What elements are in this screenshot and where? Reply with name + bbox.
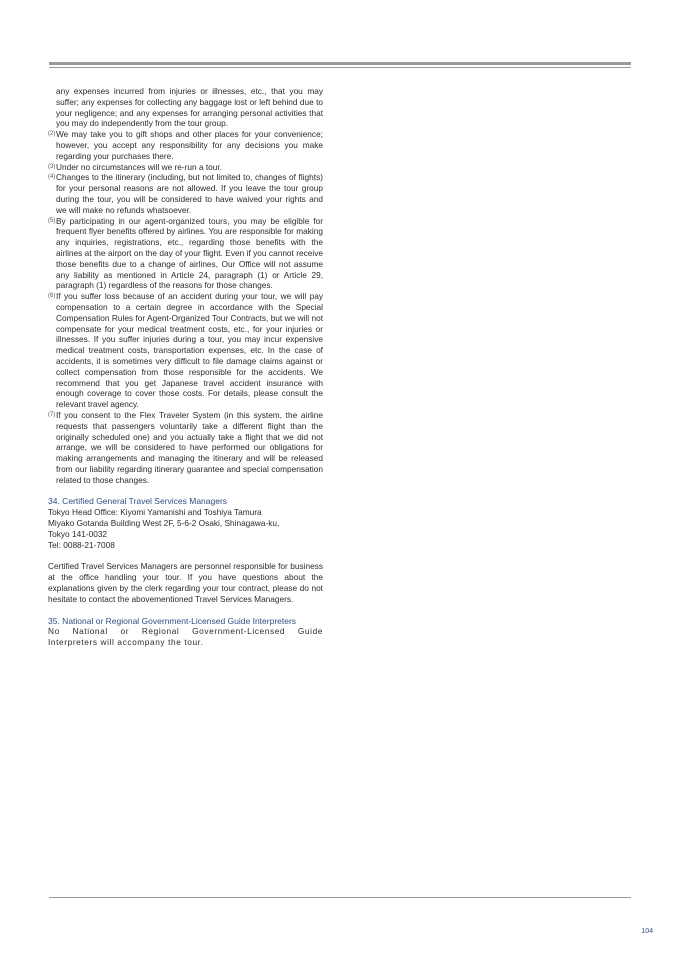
item-text: By participating in our agent-organized tours, you may be eligible for frequent flyer benefits offered by airlines. You are responsible for making any inquiries, registrations, etc., regarding those benefits with the airlines at the airport on the day of your flight. Even if you cannot receive those benefits due to a change of airlines, Our Office will not assume any liability as mentioned in Article 24, paragraph (1) or Article 29, paragraph (1) regardless of the reasons for those changes. [56,215,323,291]
item-number: (2) [48,131,56,138]
item-number: (5) [48,217,56,224]
main-text-column [48,86,323,648]
section-34-tel: Tel: 0088-21-7008 [48,539,115,550]
list-item-4 [48,172,323,215]
item-text: Under no circumstances will we re-run a tour. [56,161,223,172]
section-34-address-line1: Miyako Gotanda Building West 2F, 5-6-2 Osaki, Shinagawa-ku, [48,518,280,529]
footer-rule [49,897,631,898]
section-34-office: Tokyo Head Office: Kiyomi Yamanishi and Toshiya Tamura [48,507,262,518]
section-34-paragraph: Certified Travel Services Managers are personnel responsible for business at the office handling your tour. If you have questions about the explanations given by the clerk regarding your tour contract, please do not hesitate to contact the abovementioned Travel Services Managers. [48,561,323,604]
intro-continuation: any expenses incurred from injuries or illnesses, etc., that you may suffer; any expenses for collecting any baggage lost or left behind due to your negligence; and any expenses for arranging personal activities that you may do independently from the tour group. [56,86,323,129]
item-text: If you consent to the Flex Traveler System (in this system, the airline requests that passengers voluntarily take a different flight than the originally scheduled one) and you actually take a flight that we did not arrange, we will be considered to have performed our obligations for making arrangements and managing the itinerary and will be released from our liability regarding itinerary guarantee and special compensation related to those changes. [56,409,323,485]
list-item-3 [48,162,323,173]
list-item-2 [48,129,323,161]
section-34-heading: 34. Certified General Travel Services Managers [48,496,228,507]
section-35-paragraph: No National or Regional Government-Licensed Guide Interpreters will accompany the tour. [48,626,323,648]
item-number: (7) [48,411,56,418]
item-text: If you suffer loss because of an accident during your tour, we will pay compensation to a certain degree in accordance with the Special Compensation Rules for Agent-Organized Tour Contracts, but we will not compensate for your medical treatment costs, etc., for your injuries or illnesses. If you suffer injuries during a tour, you may incur expensive medical treatment costs, transportation expenses, etc. In the case of accidents, it is sometimes very difficult to file damage claims against or collect compensation from those responsible for the accidents. We recommend that you get Japanese travel accident insurance with enough coverage to cover those costs. For details, please consult the relevant travel agency. [56,291,323,410]
item-number: (3) [48,163,56,170]
item-text: We may take you to gift shops and other places for your convenience; however, you accept any responsibility for any decisions you make regarding your purchases there. [56,129,323,161]
list-item-5 [48,216,323,292]
page-number: 104 [641,928,653,935]
item-number: (4) [48,174,56,181]
header-rule-thick [49,62,631,65]
spacer [48,550,323,561]
item-text: Changes to the itinerary (including, but not limited to, changes of flights) for your personal reasons are not allowed. If you leave the tour group during the tour, you will be considered to have waived your rights and we will make no refunds whatsoever. [56,172,323,215]
list-item-7 [48,410,323,486]
section-34-address-line2: Tokyo 141-0032 [48,528,108,539]
list-item-6 [48,291,323,410]
header-rule-thin [49,67,631,68]
section-35-heading: 35. National or Regional Government-Licensed Guide Interpreters [48,615,297,626]
item-number: (6) [48,293,56,300]
